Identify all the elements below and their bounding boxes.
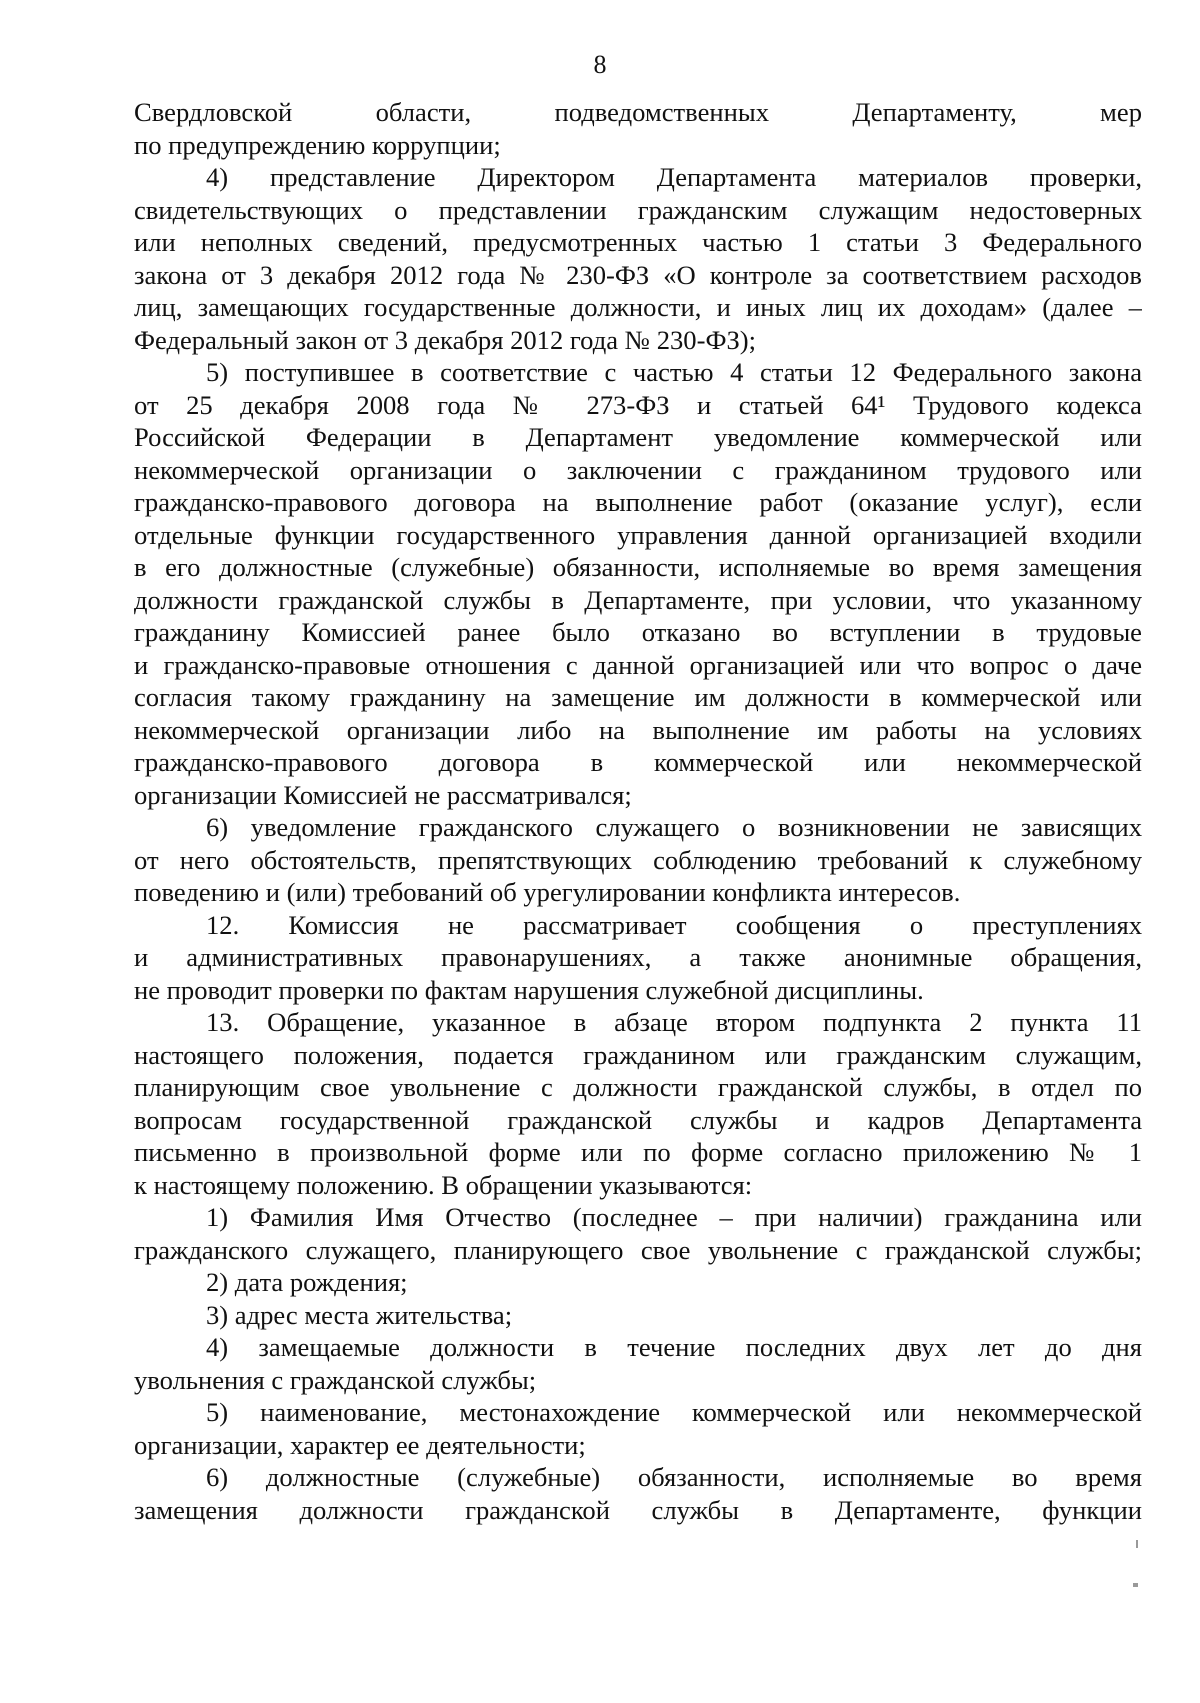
text-line: отдельные функции государственного управления данной организацией входили	[134, 519, 1142, 550]
text-line: от 25 декабря 2008 года № 273-ФЗ и статьей 64¹ Трудового кодекса	[134, 389, 1142, 420]
text-line: должности гражданской службы в Департаменте, при условии, что указанному	[134, 584, 1142, 615]
text-line: гражданского служащего, планирующего свое увольнение с гражданской службы;	[134, 1234, 1142, 1265]
text-line: или неполных сведений, предусмотренных частью 1 статьи 3 Федерального	[134, 227, 1142, 257]
text-line: согласия такому гражданину на замещение им должности в коммерческой или	[134, 682, 1142, 712]
text-line: не проводит проверки по фактам нарушения служебной дисциплины.	[134, 974, 924, 1005]
text-line: настоящего положения, подается гражданином или гражданским служащим,	[134, 1039, 1142, 1070]
text-line: 4) замещаемые должности в течение последних двух лет до дня	[206, 1332, 1142, 1362]
text-line: 6) уведомление гражданского служащего о возникновении не зависящих	[206, 812, 1142, 842]
text-line: некоммерческой организации о заключении с гражданином трудового или	[134, 454, 1142, 485]
text-line: гражданско-правового договора на выполнение работ (оказание услуг), если	[134, 487, 1142, 517]
text-line: 5) поступившее в соответствие с частью 4 статьи 12 Федерального закона	[206, 357, 1142, 387]
text-line: и административных правонарушениях, а также анонимные обращения,	[134, 942, 1142, 972]
text-line: от него обстоятельств, препятствующих соблюдению требований к служебному	[134, 844, 1142, 875]
text-line: 12. Комиссия не рассматривает сообщения о преступлениях	[206, 909, 1142, 940]
text-line: 13. Обращение, указанное в абзаце втором подпункта 2 пункта 11	[206, 1007, 1142, 1037]
text-line: 6) должностные (служебные) обязанности, исполняемые во время	[206, 1462, 1142, 1492]
text-line: Федеральный закон от 3 декабря 2012 года № 230-ФЗ);	[134, 324, 757, 355]
text-line: Свердловской области, подведомственных Департаменту, мер	[134, 97, 1142, 127]
text-line: увольнения с гражданской службы;	[134, 1364, 537, 1395]
text-line: в его должностные (служебные) обязанности, исполняемые во время замещения	[134, 552, 1142, 582]
document-text-body	[134, 96, 1142, 1526]
text-line: замещения должности гражданской службы в Департаменте, функции	[134, 1494, 1142, 1525]
text-line: 3) адрес места жительства;	[206, 1299, 513, 1330]
scan-artifact-mark	[1136, 1540, 1138, 1548]
text-line: 4) представление Директором Департамента материалов проверки,	[206, 162, 1142, 192]
text-line: и гражданско-правовые отношения с данной организацией или что вопрос о даче	[134, 649, 1142, 680]
text-line: письменно в произвольной форме или по форме согласно приложению № 1	[134, 1137, 1142, 1167]
text-line: к настоящему положению. В обращении указываются:	[134, 1169, 753, 1200]
text-line: гражданину Комиссией ранее было отказано во вступлении в трудовые	[134, 617, 1142, 647]
text-line: лиц, замещающих государственные должности, и иных лиц их доходам» (далее –	[134, 292, 1142, 322]
text-line: поведению и (или) требований об урегулировании конфликта интересов.	[134, 877, 961, 907]
page-number: 8	[593, 50, 607, 79]
text-line: организации, характер ее деятельности;	[134, 1429, 586, 1460]
text-line: вопросам государственной гражданской службы и кадров Департамента	[134, 1104, 1142, 1135]
text-line: организации Комиссией не рассматривался;	[134, 779, 632, 810]
text-line: гражданско-правового договора в коммерческой или некоммерческой	[134, 747, 1142, 777]
text-line: закона от 3 декабря 2012 года № 230-ФЗ «О контроле за соответствием расходов	[134, 259, 1142, 290]
text-line: Российской Федерации в Департамент уведомление коммерческой или	[134, 422, 1142, 452]
scan-artifact-mark	[1133, 1583, 1138, 1587]
text-line: 1) Фамилия Имя Отчество (последнее – при наличии) гражданина или	[206, 1202, 1142, 1232]
text-line: некоммерческой организации либо на выполнение им работы на условиях	[134, 714, 1142, 745]
text-line: по предупреждению коррупции;	[134, 129, 501, 160]
text-line: 2) дата рождения;	[206, 1267, 408, 1297]
text-line: 5) наименование, местонахождение коммерческой или некоммерческой	[206, 1397, 1142, 1427]
text-line: свидетельствующих о представлении гражданским служащим недостоверных	[134, 194, 1142, 225]
text-line: планирующим свое увольнение с должности гражданской службы, в отдел по	[134, 1072, 1142, 1102]
